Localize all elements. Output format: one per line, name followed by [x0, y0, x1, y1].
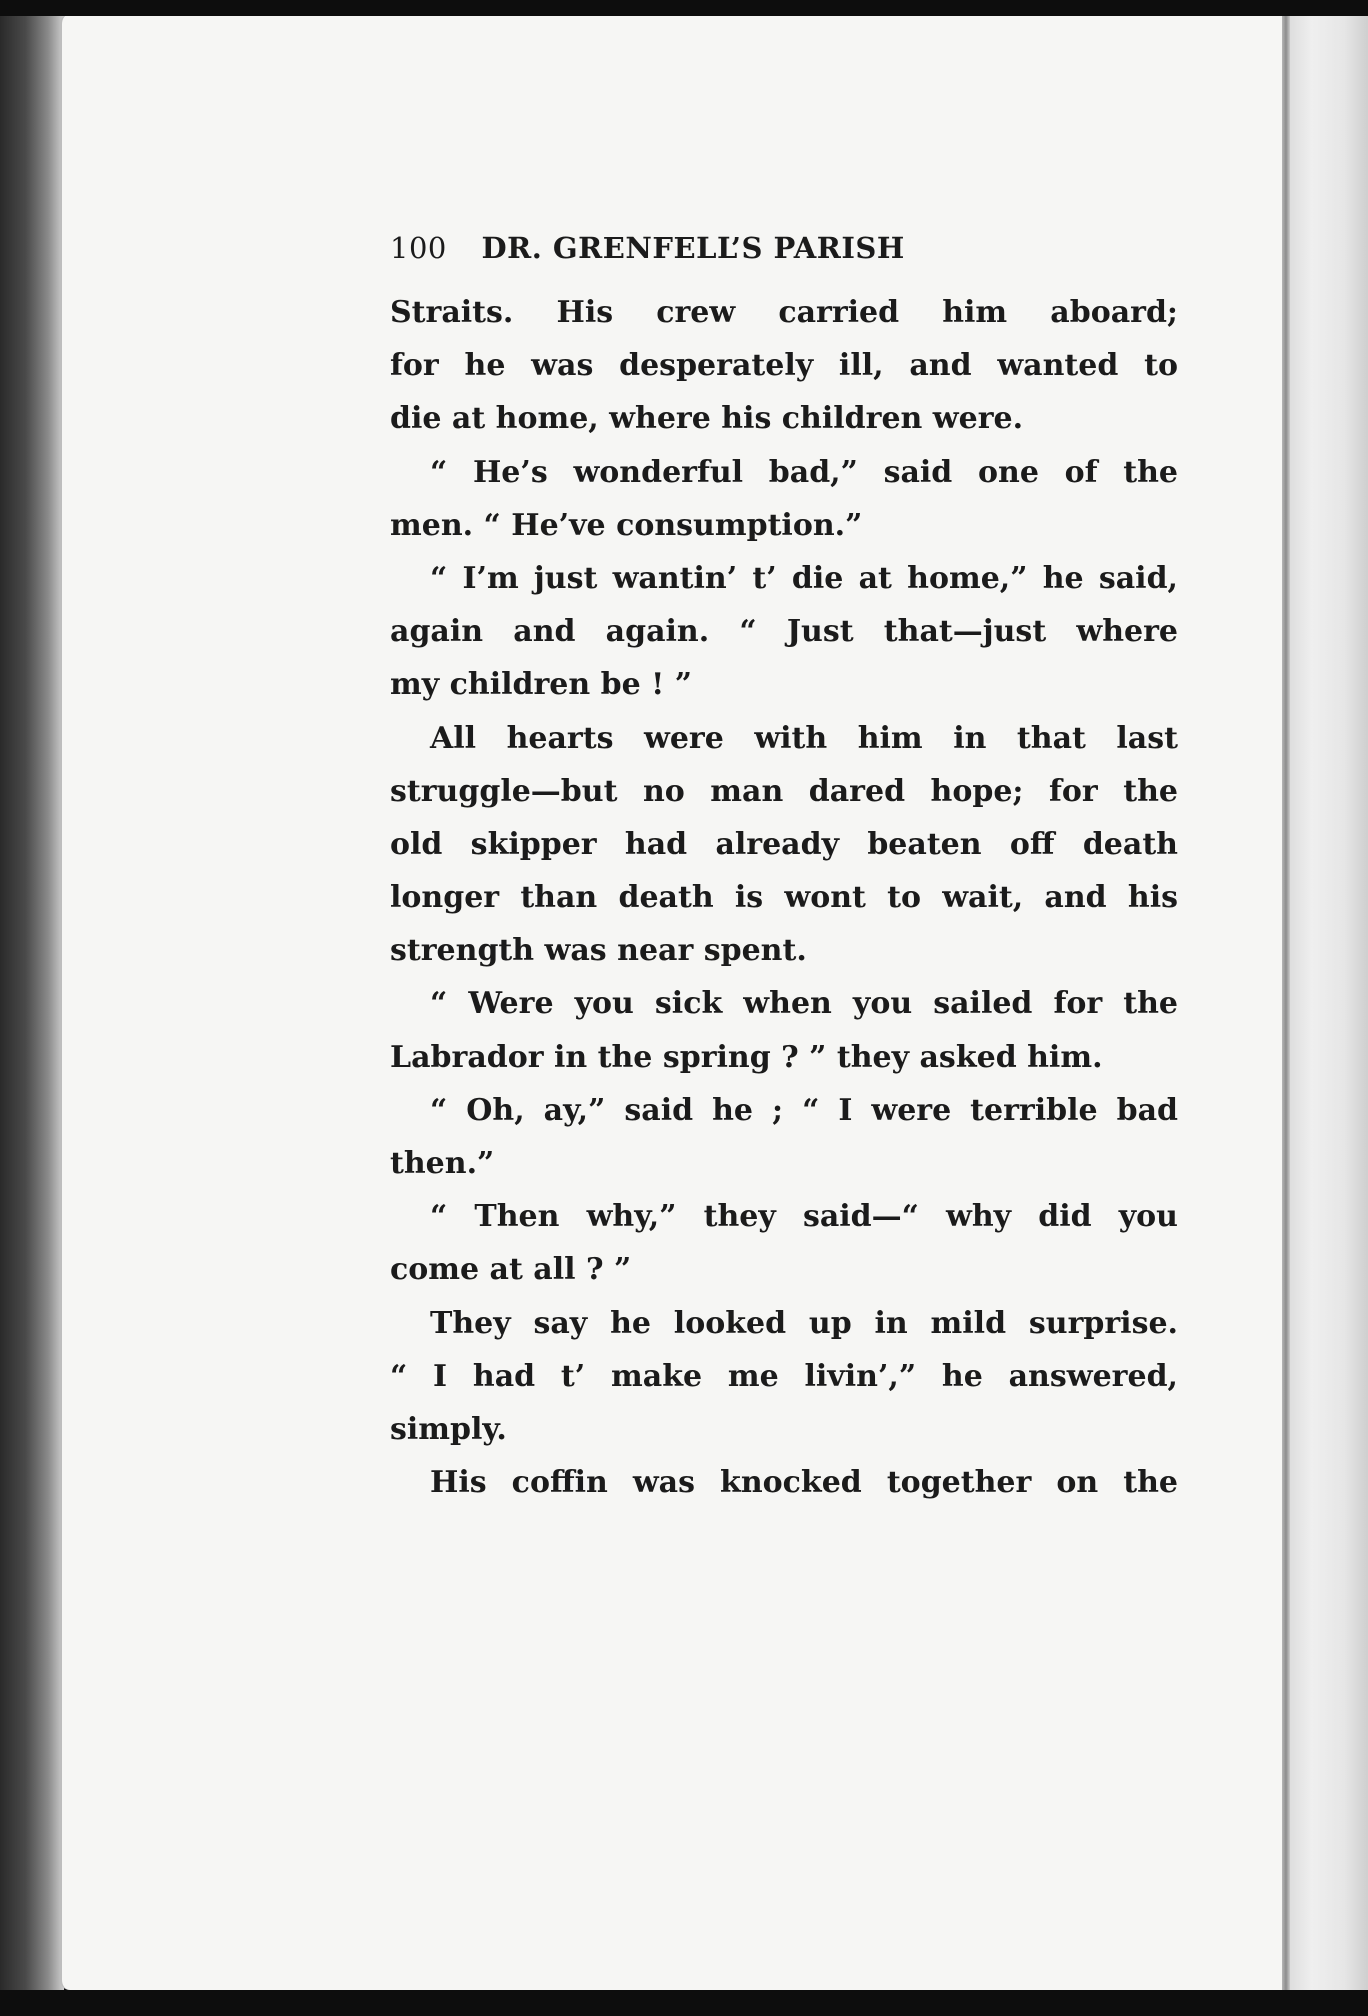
- text-line: then.”: [390, 1146, 495, 1181]
- book-binding-edge: [0, 0, 64, 2016]
- body-text: [390, 286, 1178, 1509]
- text-line: They say he looked up in mild surprise.: [430, 1305, 1178, 1341]
- page-text-block: [390, 222, 1178, 1509]
- text-line: All hearts were with him in that last: [430, 720, 1178, 756]
- facing-page-edge: [1288, 0, 1368, 2016]
- running-title: DR. GRENFELL’S PARISH: [481, 231, 905, 265]
- scan-bottom-edge: [0, 1990, 1368, 2016]
- text-line: “ I’m just wantin’ t’ die at home,” he said,: [430, 560, 1178, 596]
- text-line: “ Then why,” they said—“ why did you: [430, 1199, 1178, 1235]
- text-line: die at home, where his children were.: [390, 401, 1024, 437]
- text-line: Straits. His crew carried him aboard;: [390, 295, 1178, 330]
- text-line: His coffin was knocked together on the: [430, 1465, 1178, 1501]
- text-line: strength was near spent.: [390, 933, 807, 969]
- text-line: come at all ? ”: [390, 1252, 632, 1288]
- text-line: for he was desperately ill, and wanted to: [390, 348, 1178, 384]
- text-line: “ He’s wonderful bad,” said one of the: [430, 454, 1178, 490]
- text-line: old skipper had already beaten off death: [390, 826, 1178, 862]
- text-line: longer than death is wont to wait, and his: [390, 880, 1178, 916]
- text-line: “ Oh, ay,” said he ; “ I were terrible bad: [430, 1092, 1178, 1128]
- text-line: Labrador in the spring ? ” they asked him.: [390, 1039, 1103, 1075]
- page-number: 100: [390, 231, 447, 265]
- scan-top-edge: [0, 0, 1368, 16]
- text-line: simply.: [390, 1411, 507, 1447]
- text-line: “ Were you sick when you sailed for the: [430, 986, 1178, 1022]
- text-line: struggle—but no man dared hope; for the: [390, 773, 1178, 809]
- text-line: “ I had t’ make me livin’,” he answered,: [390, 1358, 1178, 1394]
- text-line: my children be ! ”: [390, 667, 692, 703]
- running-head: [390, 222, 1178, 286]
- page-fold-shadow: [1282, 16, 1290, 1990]
- text-line: again and again. “ Just that—just where: [390, 614, 1178, 650]
- text-line: men. “ He’ve consumption.”: [390, 507, 863, 543]
